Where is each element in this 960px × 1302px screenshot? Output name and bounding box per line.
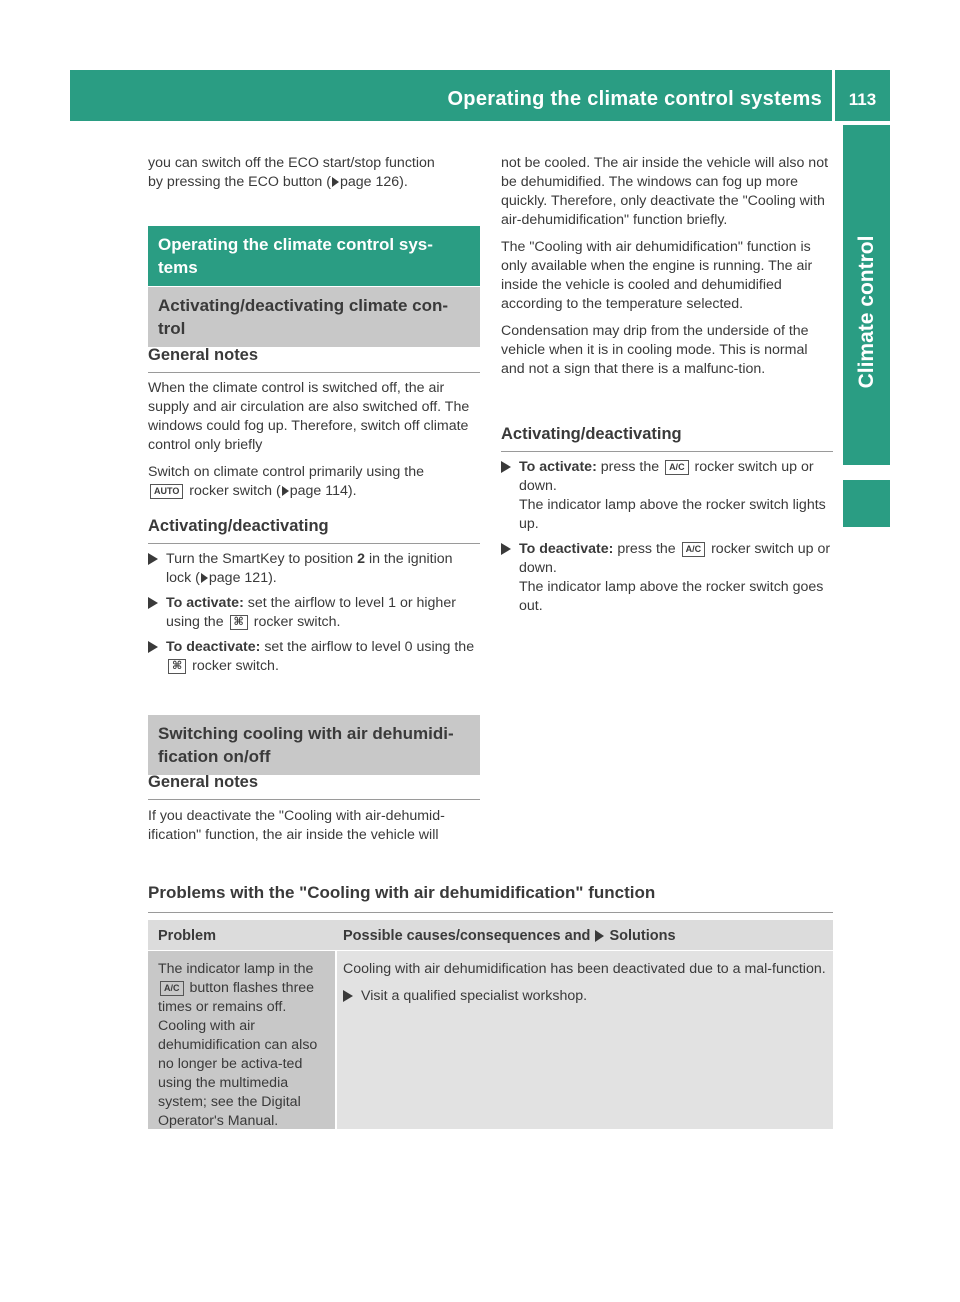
- solution-arrow-icon: [595, 930, 604, 942]
- intro-text: you can switch off the ECO start/stop function by pressing the ECO button ( page 126).: [148, 155, 435, 190]
- activating-heading: Activating/deactivating: [148, 517, 480, 544]
- page-number: 113: [848, 90, 877, 109]
- step-item: Visit a qualified specialist workshop.: [343, 987, 827, 1006]
- right-steps: [501, 458, 833, 622]
- general-notes-heading: General notes: [148, 346, 480, 373]
- table-title: Problems with the "Cooling with air dehumidification" function: [148, 883, 833, 913]
- general-notes-heading: General notes: [148, 773, 480, 800]
- problem-text: The indicator lamp in the A/C button flashes three times or remains off. Cooling with air dehumidification can also no longer be activa-ted using the multimedia system; see the Digital Operator's Manual.: [158, 961, 318, 1129]
- general-notes-text: When the climate control is switched off, the air supply and air circulation are also switched off. The windows could fog up. Therefore, switch off climate control only briefly Switch on climate control primarily using the AUTO rocker switch ( page 114).: [148, 380, 470, 499]
- right-column: not be cooled. The air inside the vehicle will also not be dehumidified. The windows can fog up more quickly. Therefore, only deactivate the "Cooling with air-dehumidification" function briefly. The "Cooling with air dehumidification" function is only available when the engine is running. The air inside the vehicle is cooled and dehumidified according to the temperature selected. Condensation may drip from the underside of the vehicle when it is in cooling mode. This is normal and not a sign that there is a malfunc-tion.: [501, 155, 829, 377]
- left-column: [148, 154, 480, 200]
- general-notes-text: If you deactivate the "Cooling with air-dehumid-ification" function, the air inside the vehicle will: [148, 808, 445, 843]
- step-arrow-icon: [148, 553, 158, 565]
- step-arrow-icon: [501, 543, 511, 555]
- table-header-problem: Problem: [158, 928, 217, 944]
- step-item: To deactivate: press the A/C rocker switch up or down. The indicator lamp above the rocker switch goes out.: [501, 540, 833, 616]
- solution-text: Cooling with air dehumidification has been deactivated due to a mal-function. Visit a qualified specialist workshop.: [343, 961, 826, 1004]
- ac-switch-icon: A/C: [682, 542, 706, 557]
- subsection-heading: Activating/deactivating climate con-trol: [148, 287, 480, 347]
- left-steps: [148, 550, 480, 682]
- page-title: Operating the climate control systems: [447, 88, 822, 110]
- fan-switch-icon: ⌘: [168, 659, 186, 674]
- table-header-solutions: Possible causes/consequences and Solutions: [343, 928, 676, 944]
- step-item: To deactivate: set the airflow to level 0 using the ⌘ rocker switch.: [148, 638, 480, 676]
- subsection-heading: Switching cooling with air dehumidi-fication on/off: [148, 715, 480, 775]
- step-item: To activate: set the airflow to level 1 or higher using the ⌘ rocker switch.: [148, 594, 480, 632]
- step-arrow-icon: [501, 461, 511, 473]
- step-item: Turn the SmartKey to position 2 in the ignition lock ( page 121).: [148, 550, 480, 588]
- page-ref-icon: [282, 486, 289, 496]
- fan-switch-icon: ⌘: [230, 615, 248, 630]
- activating-heading: Activating/deactivating: [501, 425, 833, 452]
- step-item: To activate: press the A/C rocker switch up or down. The indicator lamp above the rocker switch lights up.: [501, 458, 833, 534]
- step-arrow-icon: [148, 641, 158, 653]
- section-heading: Operating the climate control sys-tems: [148, 226, 480, 286]
- ac-switch-icon: A/C: [665, 460, 689, 475]
- ac-switch-icon: A/C: [160, 981, 184, 996]
- page-ref-icon: [332, 177, 339, 187]
- side-tab-label: Climate control: [854, 235, 878, 389]
- step-arrow-icon: [343, 990, 353, 1002]
- page-ref-icon: [201, 573, 208, 583]
- side-tab-marker: [843, 480, 890, 527]
- auto-switch-icon: AUTO: [150, 484, 183, 499]
- step-arrow-icon: [148, 597, 158, 609]
